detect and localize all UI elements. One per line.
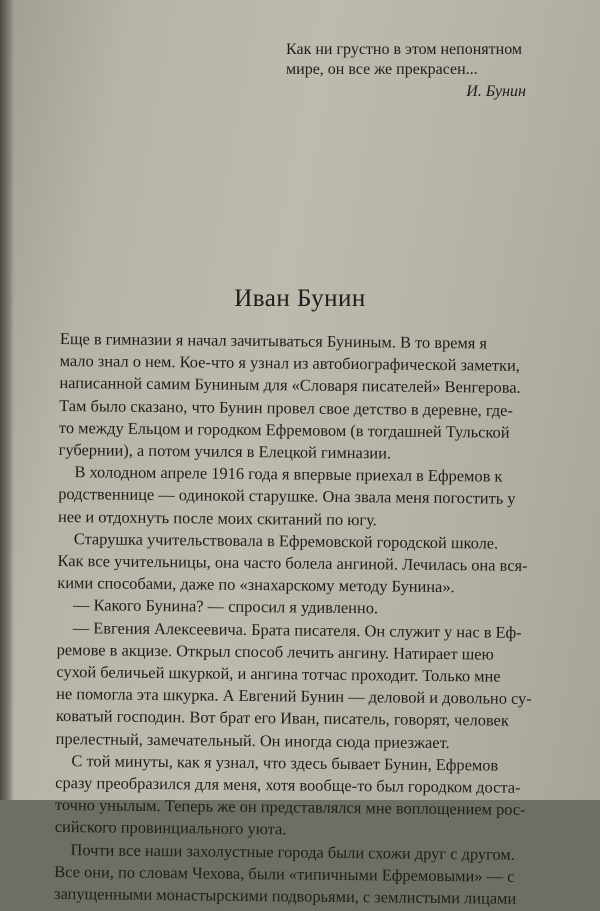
text-line: Почти все наши захолустные города были схожи друг с другом.	[70, 839, 515, 864]
text-line: сийского провинциального уюта.	[54, 817, 287, 839]
text-line: мало знал о нем. Кое-что я узнал из автобиографической заметки,	[59, 351, 521, 376]
text-line: Там было сказано, что Бунин провел свое детство в деревне, где-	[59, 395, 513, 420]
epigraph-line: Как ни грустно в этом непонятном	[286, 41, 523, 58]
text-line: написанной самим Буниным для «Словаря писателей» Венгерова.	[59, 373, 521, 398]
text-line: коватый господин. Вот брат его Иван, писатель, говорят, человек	[55, 706, 509, 731]
text-line: Еще в гимназии я начал зачитываться Буниным. В то время я	[59, 328, 488, 353]
text-line: кими способами, даже по «знахарскому методу Бунина».	[57, 573, 455, 597]
chapter-title: Иван Бунин	[234, 285, 366, 312]
text-line: прелестный, замечательный. Он иногда сюда приезжает.	[55, 728, 450, 752]
epigraph-line: мире, он все же прекрасен...	[286, 61, 478, 78]
text-line: — Евгения Алексеевича. Брата писателя. Он служит у нас в Еф-	[72, 617, 522, 642]
text-line: сразу преобразился для меня, хотя вообще-то был городком доста-	[55, 773, 521, 797]
text-line: запущенными монастырскими подворьями, с землистыми лицами	[53, 884, 517, 908]
text-line: Все они, по словам Чехова, были «типичными Ефремовыми» — с	[54, 861, 515, 886]
text-line: Старушка учительствовала в Ефремовской городской школе.	[73, 528, 499, 553]
text-line: С той минуты, как я узнал, что здесь бывает Бунин, Ефремов	[71, 751, 499, 775]
text-line: — Какого Бунина? — спросил я удивленно.	[72, 595, 379, 618]
epigraph	[286, 40, 556, 102]
text-line: точно унылым. Теперь же он представлялся мне воплощением рос-	[54, 795, 526, 820]
page-gutter-shadow	[0, 0, 14, 800]
text-line: ремове в акцизе. Открыл способ лечить ангину. Натирает шею	[56, 639, 494, 664]
text-line: Как все учительницы, она часто болела ангиной. Лечилась она вся-	[57, 551, 528, 575]
text-line: В холодном апреле 1916 года я впервые приехал в Ефремов к	[74, 462, 503, 486]
text-line: губернии), а потом учился в Елецкой гимназии.	[58, 440, 392, 463]
text-line: то между Ельцом и городком Ефремовом (в тогдашней Тульской	[58, 417, 510, 442]
text-line: родственнице — одинокой старушке. Она звала меня погостить у	[58, 484, 516, 509]
epigraph-author: И. Бунин	[466, 83, 526, 100]
text-line: нее и отдохнуть после моих скитаний по югу.	[57, 506, 377, 529]
text-line: сухой беличьей шкуркой, и ангина тотчас проходит. Только мне	[56, 662, 501, 686]
body-text	[54, 328, 600, 911]
text-line: не помогла эта шкурка. А Евгений Бунин — деловой и довольно су-	[56, 684, 532, 709]
